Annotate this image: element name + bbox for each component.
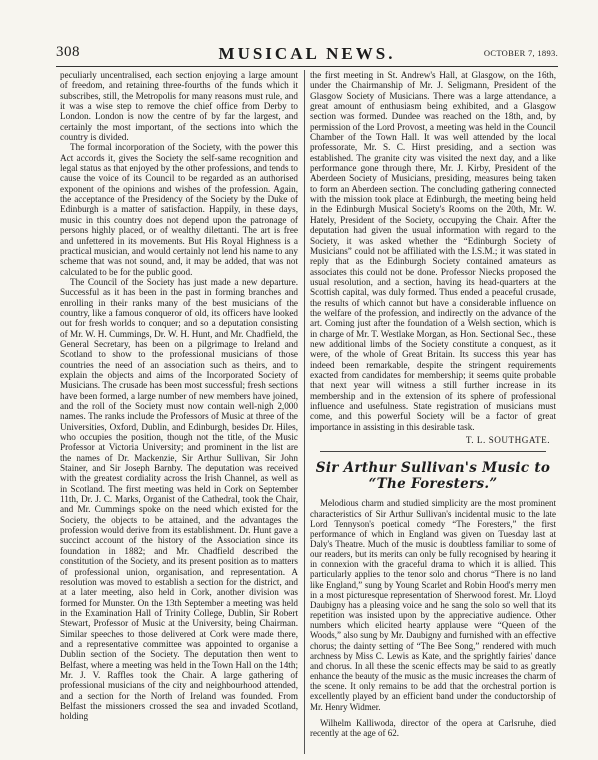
author-signature: T. L. SOUTHGATE. — [465, 435, 550, 446]
column-divider — [304, 70, 305, 754]
article-paragraph: the first meeting in St. Andrew's Hall, at Glasgow, on the 16th, under the Chairmanship of Mr. J. Seligmann, President of the Glasgow Society of Musicians. There was a large attendance, a great amount of enthusiasm being exhibited, and a Glasgow section was formed. Dundee was reached on the 18th, and, by permission of the Lord Provost, a meeting was held in the Council Chamber of the Town Hall. It was well attended by the local professorate, Mr. S. C. Hirst presiding, and a section was established. The granite city was visited the next day, and a like performance gone through there, Mr. J. Kirby, President of the Aberdeen Society of Musicians, presiding, measures being taken to form an Aberdeen section. The concluding gathering connected with the mission took place at Edinburgh, the meeting being held in the Edinburgh Musical Society's Rooms on the 20th, Mr. W. Hately, President of the Society, occupying the Chair. After the deputation had given the usual information with regard to the Society, it was asked whether the “Edinburgh Society of Musicians” could not be affiliated with the I.S.M.; it was stated in reply that as the Edinburgh Society contained amateurs as associates this could not be done. Professor Niecks proposed the usual resolution, and a section, having its head-quarters at the Scottish capital, was duly formed. Thus ended a peaceful crusade, the results of which cannot but have a considerable influence on the welfare of the profession, and indirectly on the advance of the art. Coming just after the foundation of a Welsh section, which is in charge of Mr. T. Westlake Morgan, as Hon. Sectional Sec., these new additional limbs of the Society constitute a conquest, as it were, of the whole of Great Britain. Its success this year has indeed been remarkable, despite the stringent requirements exacted from candidates for membership; it seems quite probable that next year will witness a still further increase in its membership and in the extension of its sphere of professional influence and usefulness. State registration of musicians must come, and this powerful Society will be a factor of great importance in assisting in this desirable task. — [310, 70, 556, 432]
article-heading-line1: Sir Arthur Sullivan's Music to — [315, 460, 551, 477]
article-heading — [310, 460, 556, 492]
article-body — [310, 498, 556, 738]
left-column — [60, 70, 298, 722]
issue-date: OCTOBER 7, 1893. — [483, 48, 558, 58]
masthead-title: MUSICAL NEWS. — [218, 44, 396, 63]
article-heading-line2: “The Foresters.” — [368, 476, 498, 493]
article-paragraph: The formal incorporation of the Society, with the power this Act accords it, gives the Society the self-same recognition and legal status as that enjoyed by the other professions, and tends to cause the voice of its Council to be regarded as an authorised exponent of the opinions and wishes of the profession. Again, the acceptance of the Presidency of the Society by the Duke of Edinburgh is a matter of satisfaction. Happily, in these days, music in this country does not depend upon the patronage of persons highly placed, or of wealthy dilettanti. The art is free and unfettered in its movements. But His Royal Highness is a practical musician, and would certainly not lend his name to any scheme that was not sound, and, it may be added, that was not calculated to be for the public good. — [60, 142, 298, 277]
right-column — [310, 70, 556, 738]
news-note: Wilhelm Kalliwoda, director of the opera at Carlsruhe, died recently at the age of 62. — [310, 717, 556, 738]
article-separator — [320, 451, 546, 452]
page-number: 308 — [56, 44, 80, 60]
header-rule — [56, 66, 558, 67]
article-paragraph: peculiarly uncentralised, each section enjoying a large amount of freedom, and retaining three-fourths of the funds which it subscribes, still, the Metropolis for many reasons must rule, and it was a wise step to remove the chief office from Derby to London. London is now the centre of by far the largest, and certainly the most important, of the sections into which the country is divided. — [60, 70, 298, 143]
article-paragraph: The Council of the Society has just made a new departure. Successful as it has been in the past in forming branches and enrolling in their ranks many of the best musicians of the country, like a famous conqueror of old, its officers have looked out for fresh worlds to conquer; and so a deputation consisting of Mr. W. H. Cummings, Dr. W. H. Hunt, and Mr. Chadfield, the General Secretary, has been on a pilgrimage to Ireland and Scotland to show to the professional musicians of those countries the need of an association such as theirs, and to explain the objects and aims of the Incorporated Society of Musicians. The crusade has been most successful; fresh sections have been formed, a large number of new members have joined, and the roll of the Society must now contain well-nigh 2,000 names. The ranks include the Professors of Music at three of the Universities, Oxford, Dublin, and Edinburgh, besides Dr. Hiles, who occupies the position, though not the title, of the Music Professor at Victoria University; and prominent in the list are the names of Dr. Mackenzie, Sir Arthur Sullivan, Sir John Stainer, and Sir Joseph Barnby. The deputation was received with the greatest cordiality across the Irish Channel, as well as in Scotland. The first meeting was held in Cork on September 11th, Dr. J. C. Marks, Organist of the Cathedral, took the Chair, and Mr. Cummings spoke on the need which existed for the Society, the objects to be attained, and the advantages the profession would derive from its establishment. Dr. Hunt gave a succinct account of the history of the Association since its foundation in 1882; and Mr. Chadfield described the constitution of the Society, and its present position as to matters of professional union, organisation, and representation. A resolution was moved to establish a section for the district, and at a later meeting, also held in Cork, another division was formed for Munster. On the 13th September a meeting was held in the Examination Hall of Trinity College, Dublin, Sir Robert Stewart, Professor of Music at the University, being Chairman. Similar speeches to those delivered at Cork were made there, and a representative committee was appointed to organise a Dublin section of the Society. The deputation then went to Belfast, where a meeting was held in the Town Hall on the 14th; Mr. J. V. Raffles took the Chair. A large gathering of professional musicians of the city and neighbourhood attended, and a section for the North of Ireland was founded. From Belfast the missioners crossed the sea and invaded Scotland, holding — [60, 276, 298, 722]
article-paragraph: Melodious charm and studied simplicity are the most prominent characteristics of Sir Arthur Sullivan's incidental music to the late Lord Tennyson's poetical comedy “The Foresters,” the first performance of which in England was given on Tuesday last at Daly's Theatre. Much of the music is doubtless familiar to some of our readers, but its merits can only be fully recognised by hearing it in connexion with the graceful drama to which it is allied. This particularly applies to the tenor solo and chorus “There is no land like England,” sung by Young Scarlet and Robin Hood's merry men in a most picturesque representation of Sherwood forest. Mr. Lloyd Daubigny has a pleasing voice and he sang the solo so well that its repetition was insisted upon by the appreciative audience. Other numbers which elicited hearty applause were “Queen of the Woods,” also sung by Mr. Daubigny and furnished with an effective chorus; the dainty setting of “The Bee Song,” rendered with much archness by Miss C. Lewis as Kate, and the sprightly fairies' dance and chorus. In all these the scenic effects may be said to as greatly enhance the beauty of the music as the music increases the charm of the scene. It only remains to be add that the orchestral portion is excellently played by an efficient band under the conductorship of Mr. Henry Widmer. — [310, 498, 556, 712]
page-header — [56, 44, 558, 64]
